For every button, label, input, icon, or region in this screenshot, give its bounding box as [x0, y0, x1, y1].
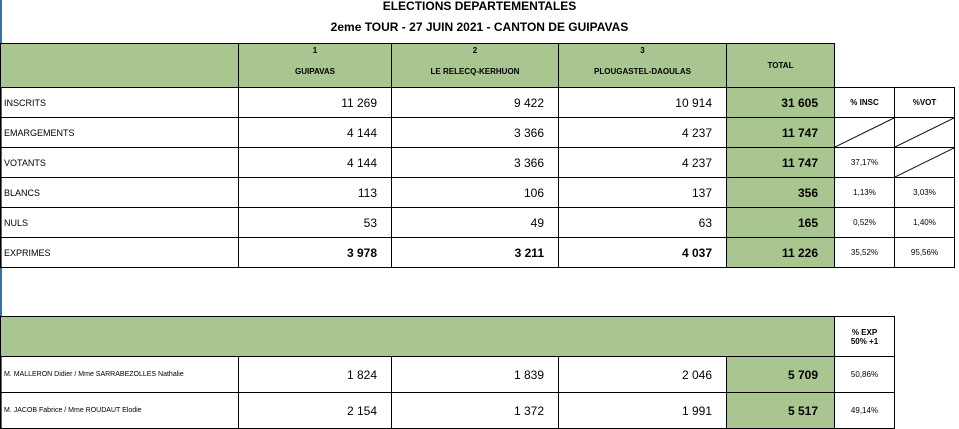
commune-name: PLOUGASTEL-DAOULAS	[594, 67, 691, 76]
cell-value: 2 154	[239, 393, 392, 429]
cell-pct-vot: 3,03%	[895, 178, 955, 208]
cell-total: 165	[727, 208, 835, 238]
pct-vot-header: %VOT	[895, 88, 955, 118]
diagonal-line-icon	[895, 118, 954, 147]
header-corner	[1, 44, 239, 88]
candidate-label: M. JACOB Fabrice / Mme ROUDAUT Elodie	[1, 393, 239, 429]
cell-value: 53	[239, 208, 392, 238]
cell-value: 1 824	[239, 357, 392, 393]
row-label: EMARGEMENTS	[1, 118, 239, 148]
cell-pct-vot: 95,56%	[895, 238, 955, 268]
cell-value: 4 237	[559, 118, 727, 148]
table-row	[1, 238, 955, 268]
cell-pct-insc: 37,17%	[835, 148, 895, 178]
cell-value: 63	[559, 208, 727, 238]
header-commune-2	[392, 44, 559, 88]
row-label: BLANCS	[1, 178, 239, 208]
commune-number: 1	[312, 46, 318, 55]
row-label: EXPRIMES	[1, 238, 239, 268]
pct-exp-header	[835, 317, 895, 357]
cell-pct-insc: 0,52%	[835, 208, 895, 238]
results-table	[0, 43, 955, 268]
document-subtitle: 2eme TOUR - 27 JUIN 2021 - CANTON DE GUIPAVAS	[330, 20, 629, 34]
cell-value: 3 366	[392, 118, 559, 148]
diagonal-line-icon	[835, 118, 894, 147]
header-commune-3	[559, 44, 727, 88]
cell-value: 137	[559, 178, 727, 208]
candidates-header-row	[1, 317, 895, 357]
diagonal-line-icon	[895, 148, 954, 177]
cell-value: 9 422	[392, 88, 559, 118]
candidate-label: M. MALLERON Didier / Mme SARRABEZOLLES Nathalie	[1, 357, 239, 393]
header-row	[1, 44, 955, 88]
candidates-table	[0, 316, 895, 429]
cell-value: 49	[392, 208, 559, 238]
commune-name: LE RELECQ-KERHUON	[430, 67, 520, 76]
header-total	[727, 44, 835, 88]
table-row	[1, 88, 955, 118]
cell-value: 4 037	[559, 238, 727, 268]
cell-value: 113	[239, 178, 392, 208]
commune-number: 2	[472, 46, 478, 55]
cell-value: 1 372	[392, 393, 559, 429]
row-label: VOTANTS	[1, 148, 239, 178]
empty-cell-diagonal	[895, 118, 955, 148]
cell-pct-insc: 1,13%	[835, 178, 895, 208]
table-row	[1, 178, 955, 208]
cell-value: 10 914	[559, 88, 727, 118]
cell-value: 2 046	[559, 357, 727, 393]
total-label: TOTAL	[767, 61, 794, 70]
table-row	[1, 208, 955, 238]
cell-value: 1 991	[559, 393, 727, 429]
cell-value: 3 211	[392, 238, 559, 268]
cell-value: 4 237	[559, 148, 727, 178]
cell-pct-exp: 50,86%	[835, 357, 895, 393]
cell-value: 3 978	[239, 238, 392, 268]
empty-cell-diagonal	[835, 118, 895, 148]
cell-total: 11 226	[727, 238, 835, 268]
pct-exp-threshold: 50% +1	[850, 336, 879, 346]
cell-value: 4 144	[239, 148, 392, 178]
table-row	[1, 118, 955, 148]
header-spacer	[835, 44, 895, 88]
cell-value: 11 269	[239, 88, 392, 118]
row-label: INSCRITS	[1, 88, 239, 118]
pct-insc-header: % INSC	[835, 88, 895, 118]
cell-total: 11 747	[727, 148, 835, 178]
header-commune-1	[239, 44, 392, 88]
commune-number: 3	[640, 46, 645, 55]
cell-pct-exp: 49,14%	[835, 393, 895, 429]
cell-total: 356	[727, 178, 835, 208]
cell-total: 11 747	[727, 118, 835, 148]
pct-exp-label: % EXP	[851, 327, 878, 337]
cell-pct-vot: 1,40%	[895, 208, 955, 238]
header-spacer	[895, 44, 955, 88]
cell-total: 5 709	[727, 357, 835, 393]
cell-value: 106	[392, 178, 559, 208]
commune-name: GUIPAVAS	[294, 67, 335, 76]
cell-total: 31 605	[727, 88, 835, 118]
cell-pct-insc: 35,52%	[835, 238, 895, 268]
cell-value: 4 144	[239, 118, 392, 148]
cell-total: 5 517	[727, 393, 835, 429]
document-title: ELECTIONS DEPARTEMENTALES	[382, 0, 577, 13]
empty-cell-diagonal	[895, 148, 955, 178]
candidate-row	[1, 357, 895, 393]
cell-value: 3 366	[392, 148, 559, 178]
row-label: NULS	[1, 208, 239, 238]
cell-value: 1 839	[392, 357, 559, 393]
table-row	[1, 148, 955, 178]
candidate-row	[1, 393, 895, 429]
candidates-header-band	[1, 317, 835, 357]
